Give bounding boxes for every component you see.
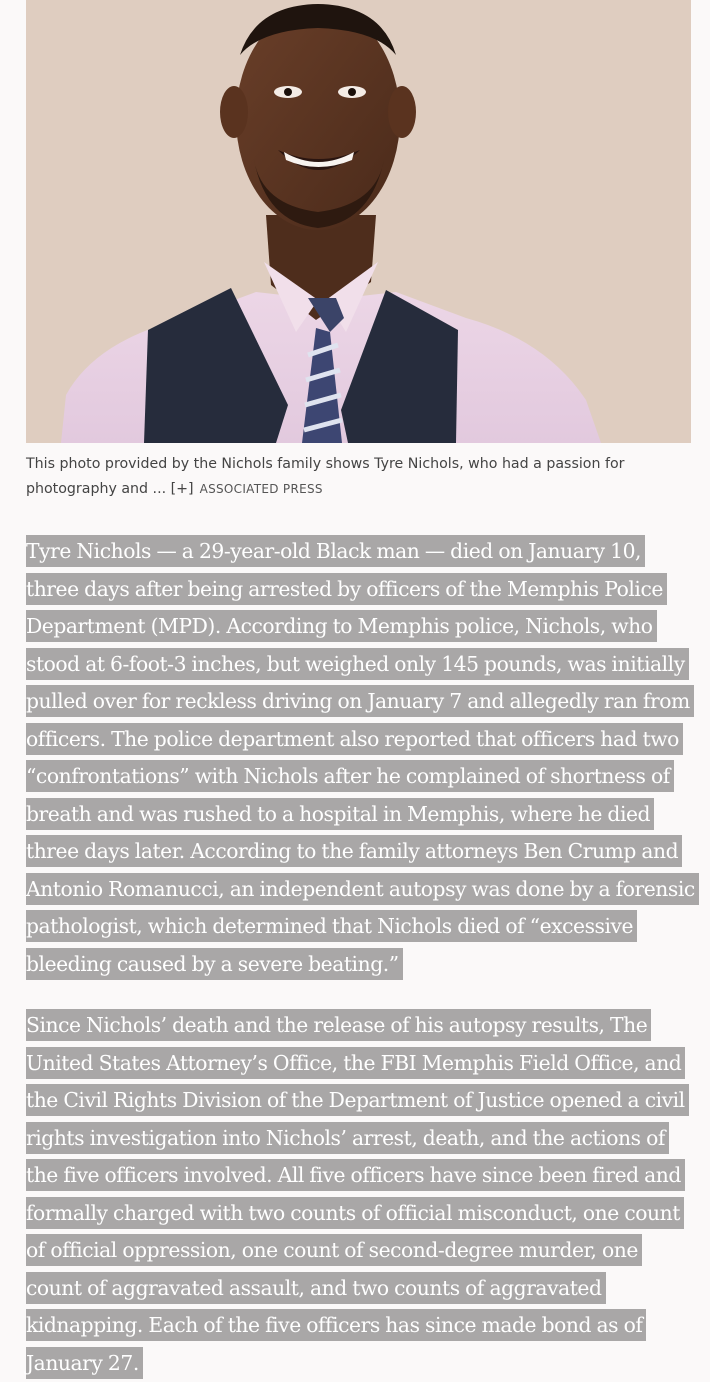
- caption-expand-button[interactable]: [+]: [170, 481, 194, 497]
- selected-text[interactable]: Tyre Nichols — a 29-year-old Black man — died on January 10, three days after being arrested by officers of the Memphis Police Department (MPD). According to Memphis police, Nichols, who stood at 6-foot-3 inches, but weighed only 145 pounds, was initially pulled over for reckless driving on January 7 and allegedly ran from officers. The police department also reported that officers had two “confrontations” with Nichols after he complained of shortness of breath and was rushed to a hospital in Memphis, where he died three days later. According to the family attorneys Ben Crump and Antonio Romanucci, an independent autopsy was done by a forensic pathologist, which determined that Nichols died of “excessive bleeding caused by a severe beating.”: [26, 535, 699, 980]
- portrait-image: [26, 0, 691, 443]
- article-body: [26, 533, 696, 1382]
- article: [26, 0, 696, 1382]
- caption-text: This photo provided by the Nichols family shows Tyre Nichols, who had a passion for photography and ...: [26, 456, 625, 497]
- article-paragraph: [26, 1007, 696, 1382]
- article-paragraph: [26, 533, 696, 983]
- photo-credit: ASSOCIATED PRESS: [199, 482, 323, 496]
- photo-caption: [26, 452, 691, 502]
- selected-text[interactable]: Since Nichols’ death and the release of his autopsy results, The United States Attorney’s Office, the FBI Memphis Field Office, and the Civil Rights Division of the Department of Justice opened a civil rights investigation into Nichols’ arrest, death, and the actions of the five officers involved. All five officers have since been fired and formally charged with two counts of official misconduct, one count of official oppression, one count of second-degree murder, one count of aggravated assault, and two counts of aggravated kidnapping. Each of the five officers has since made bond as of January 27.: [26, 1009, 689, 1379]
- article-photo[interactable]: [26, 0, 691, 443]
